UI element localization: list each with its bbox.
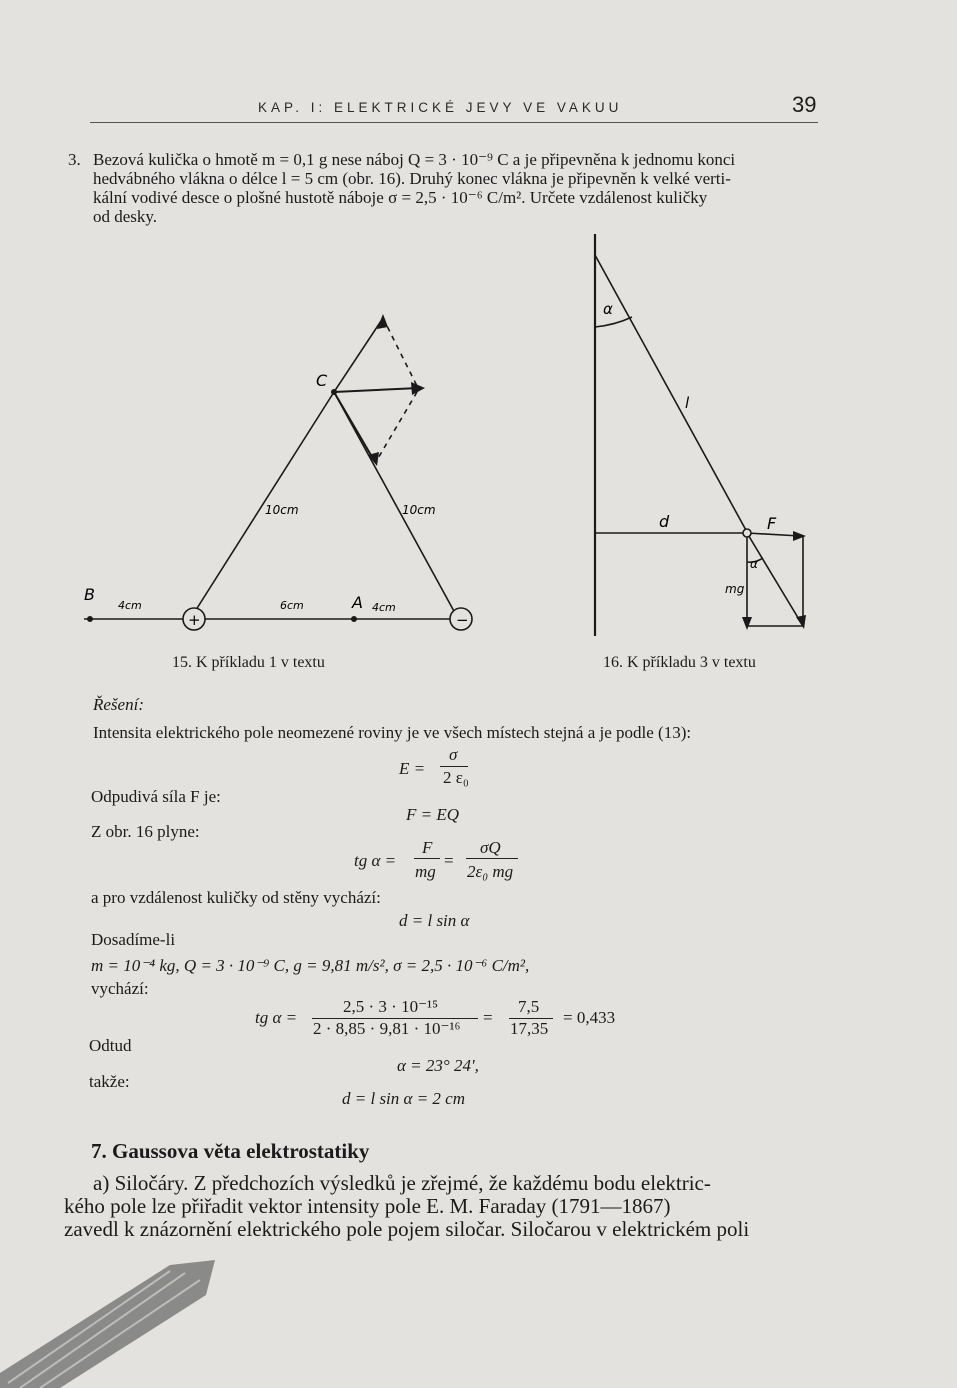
fraction-bar xyxy=(414,858,440,859)
bookmark-ribbon xyxy=(0,1255,230,1388)
label-f: F xyxy=(767,514,777,533)
substitute-label: Dosadíme-li xyxy=(91,930,176,949)
force-f-arrow xyxy=(747,533,800,536)
figure-16 xyxy=(585,232,825,642)
label-minus: − xyxy=(456,611,469,629)
label-a: A xyxy=(352,593,363,612)
point-a xyxy=(351,616,357,622)
arrowhead xyxy=(411,382,425,395)
eq5-equals: = xyxy=(483,1008,493,1027)
eq2: F = EQ xyxy=(406,805,460,824)
label-a-dist: 4cm xyxy=(372,601,396,614)
dashed-line xyxy=(377,392,417,460)
eq5-lhs: tg α = xyxy=(255,1008,298,1027)
so-label: takže: xyxy=(89,1072,130,1091)
resultant-arrow xyxy=(334,388,419,392)
label-d: d xyxy=(659,512,670,531)
fraction-bar xyxy=(440,766,468,767)
problem-line: Bezová kulička o hmotě m = 0,1 g nese náboj Q = 3 · 10⁻⁹ C a je připevněna k jednomu konci xyxy=(93,150,736,169)
problem-line: hedvábného vlákna o délce l = 5 cm (obr. 16). Druhý konec vlákna je připevněn k velké verti- xyxy=(93,169,731,188)
left-side xyxy=(194,392,334,613)
eq3-lhs: tg α = xyxy=(354,851,397,870)
force-label: Odpudivá síla F je: xyxy=(91,787,221,806)
fraction-bar xyxy=(466,858,518,859)
problem-line: od desky. xyxy=(93,207,158,226)
eq3-num1: F xyxy=(422,838,433,857)
field-extension xyxy=(334,318,383,392)
label-b: B xyxy=(84,585,95,604)
label-left-side: 10cm xyxy=(265,503,299,517)
eq4: d = l sin α xyxy=(399,911,470,930)
eq5-den2: 17,35 xyxy=(510,1019,549,1038)
fig-label: Z obr. 16 plyne: xyxy=(91,822,200,841)
section-line: kého pole lze přiřadit vektor intensity pole E. M. Faraday (1791—1867) xyxy=(64,1194,671,1218)
label-plus: + xyxy=(188,611,201,629)
section-line: zavedl k znázornění elektrického pole pojem siločar. Siločarou v elektrickém poli xyxy=(64,1217,750,1241)
label-c: C xyxy=(316,371,328,390)
distance-label: a pro vzdálenost kuličky od stěny vychází: xyxy=(91,888,381,907)
caption-fig15: 15. K příkladu 1 v textu xyxy=(172,654,325,671)
right-side xyxy=(334,392,455,613)
page-number: 39 xyxy=(792,92,817,117)
point-b xyxy=(87,616,93,622)
hence-label: Odtud xyxy=(89,1036,132,1055)
label-l: l xyxy=(685,394,690,412)
arrowhead xyxy=(742,617,752,630)
running-header: KAP. I: ELEKTRICKÉ JEVY VE VAKUU xyxy=(258,100,623,115)
solution-intro: Intensita elektrického pole neomezené roviny je ve všech místech stejná a je podle (13): xyxy=(93,723,692,742)
eq3-equals: = xyxy=(444,851,454,870)
label-b-dist: 4cm xyxy=(118,599,142,612)
resultant-line xyxy=(747,533,803,626)
header-rule xyxy=(90,122,818,123)
dashed-line xyxy=(383,318,417,386)
label-alpha-top: α xyxy=(603,300,613,318)
eq7: d = l sin α = 2 cm xyxy=(342,1089,466,1108)
section-line: a) Siločáry. Z předchozích výsledků je zřejmé, že každému bodu elektric- xyxy=(93,1171,711,1195)
ball xyxy=(743,529,751,537)
eq5-den1: 2 · 8,85 · 9,81 · 10⁻¹⁶ xyxy=(313,1019,461,1038)
thread-line xyxy=(595,255,747,532)
label-mid-dist: 6cm xyxy=(280,599,304,612)
label-alpha-bottom: α xyxy=(750,557,758,571)
eq1-den: 2 ε₀ xyxy=(443,768,469,787)
solution-heading: Řešení: xyxy=(93,695,144,714)
arrowhead xyxy=(796,615,806,629)
ribbon-shape xyxy=(0,1260,215,1388)
arrowhead xyxy=(377,314,388,329)
eq1-lhs: E = xyxy=(399,759,426,778)
eq5-num2: 7,5 xyxy=(518,997,540,1016)
alpha-arc xyxy=(595,317,632,327)
arrowhead xyxy=(793,531,806,541)
problem-number: 3. xyxy=(68,150,81,169)
label-mg: mg xyxy=(725,582,745,596)
eq3-num2: σQ xyxy=(480,838,501,857)
eq5-result: = 0,433 xyxy=(563,1008,616,1027)
eq5-num1: 2,5 · 3 · 10⁻¹⁵ xyxy=(343,997,439,1016)
point-c xyxy=(331,389,337,395)
eq3-den1: mg xyxy=(415,862,436,881)
result-label: vychází: xyxy=(91,979,149,998)
eq1-num: σ xyxy=(449,745,458,764)
label-right-side: 10cm xyxy=(402,503,436,517)
caption-fig16: 16. K příkladu 3 v textu xyxy=(603,654,756,671)
eq3-den2: 2ε₀ mg xyxy=(467,862,514,881)
eq6: α = 23° 24′, xyxy=(397,1056,479,1075)
force-arrow xyxy=(334,392,375,462)
values-line: m = 10⁻⁴ kg, Q = 3 · 10⁻⁹ C, g = 9,81 m/s², σ = 2,5 · 10⁻⁶ C/m², xyxy=(91,956,530,975)
problem-line: kální vodivé desce o plošné hustotě náboje σ = 2,5 · 10⁻⁶ C/m². Určete vzdálenost kuličky xyxy=(93,188,708,207)
figure-15 xyxy=(80,300,500,640)
section-title: 7. Gaussova věta elektrostatiky xyxy=(91,1139,370,1163)
